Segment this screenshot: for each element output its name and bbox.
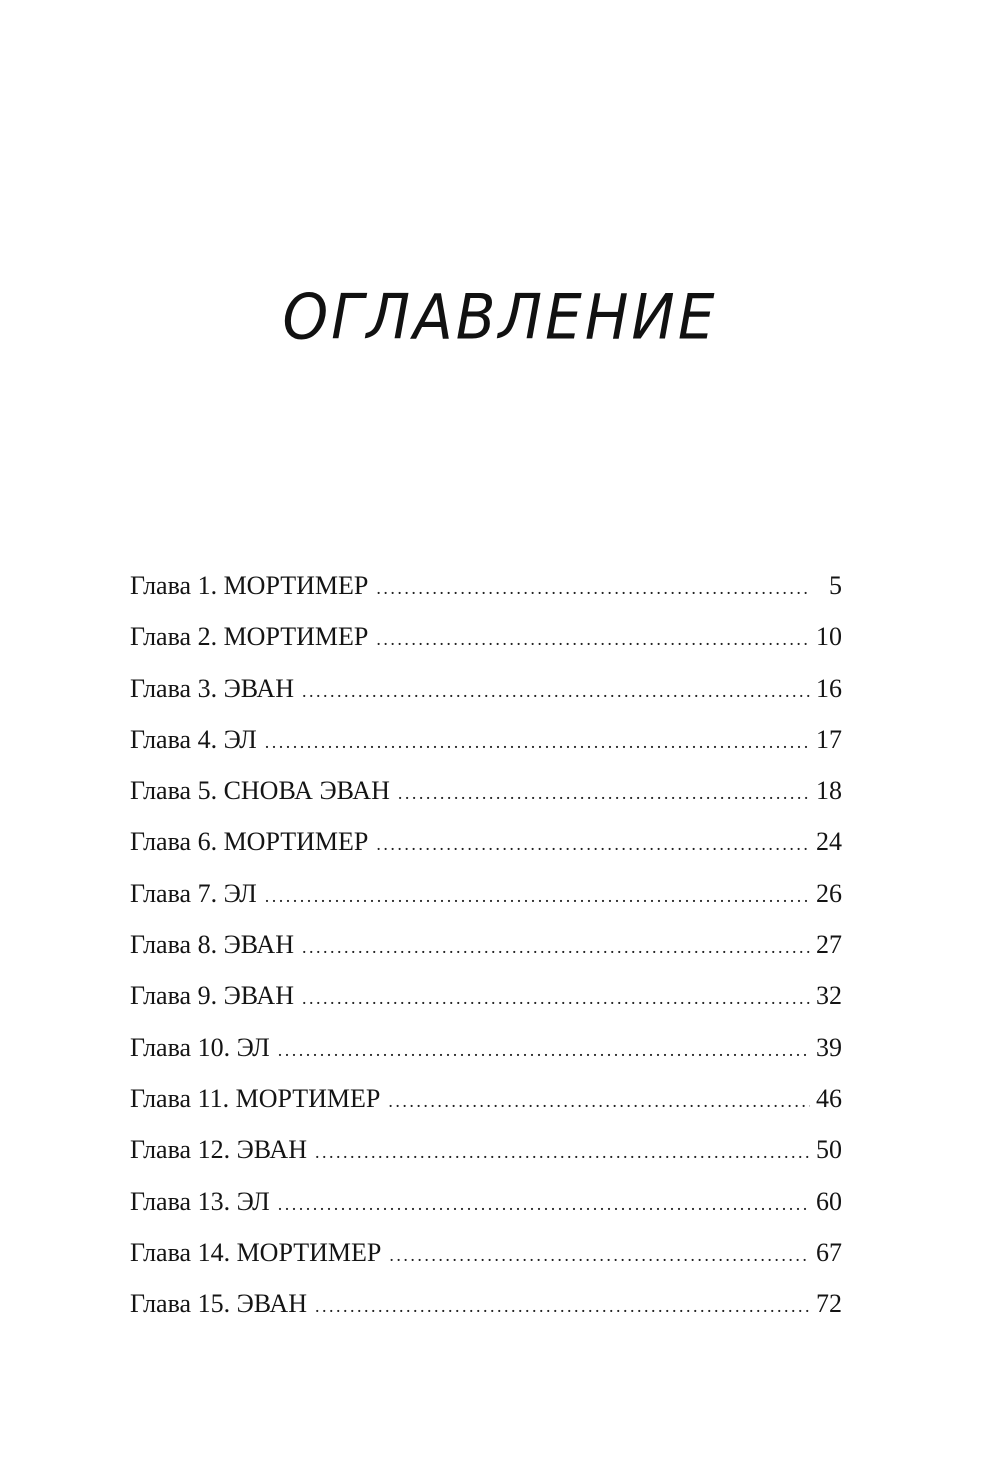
dot-leader [315,1281,810,1332]
chapter-title: Глава 5. СНОВА ЭВАН [130,776,390,806]
dot-leader [376,563,810,614]
chapter-title: Глава 15. ЭВАН [130,1289,307,1319]
page-number: 26 [816,878,842,908]
dot-leader [265,871,810,922]
chapter-title: Глава 12. ЭВАН [130,1135,307,1165]
chapter-title: Глава 4. ЭЛ [130,724,257,754]
page-number: 18 [816,776,842,806]
chapter-title: Глава 9. ЭВАН [130,981,294,1011]
chapter-title: Глава 1. МОРТИМЕР [130,571,369,600]
toc-entry[interactable] [130,1073,842,1124]
toc-entry[interactable] [130,868,842,919]
dot-leader [278,1025,810,1076]
page-number: 32 [816,981,842,1011]
chapter-title: Глава 13. ЭЛ [130,1186,270,1216]
page-number: 72 [816,1289,842,1319]
chapter-title: Глава 8. ЭВАН [130,930,294,960]
toc-entry[interactable] [130,1278,842,1329]
toc-entry[interactable] [130,1227,842,1278]
dot-leader [302,922,810,973]
dot-leader [315,1127,810,1178]
toc-entry[interactable] [130,765,842,816]
dot-leader [302,666,810,717]
page-number: 24 [816,827,842,857]
chapter-title: Глава 14. МОРТИМЕР [130,1237,382,1267]
chapter-title: Глава 3. ЭВАН [130,673,294,703]
page-number: 46 [816,1083,842,1113]
table-of-contents [130,560,842,1329]
page-number: 10 [816,622,842,652]
page-number: 5 [829,571,842,600]
page-number: 17 [816,724,842,754]
dot-leader [278,1179,810,1230]
page-number: 27 [816,930,842,960]
toc-entry[interactable] [130,1124,842,1175]
page-number: 60 [816,1186,842,1216]
page-number: 67 [816,1237,842,1267]
toc-entry[interactable] [130,919,842,970]
dot-leader [265,717,810,768]
dot-leader [376,819,810,870]
dot-leader [302,973,810,1024]
toc-entry[interactable] [130,560,842,611]
dot-leader [388,1076,810,1127]
page-number: 50 [816,1135,842,1165]
toc-entry[interactable] [130,970,842,1021]
page-number: 39 [816,1032,842,1062]
toc-entry[interactable] [130,816,842,867]
page-number: 16 [816,673,842,703]
chapter-title: Глава 7. ЭЛ [130,878,257,908]
toc-entry[interactable] [130,1022,842,1073]
page-title: ОГЛАВЛЕНИЕ [282,280,718,354]
dot-leader [389,1230,810,1281]
dot-leader [376,614,810,665]
dot-leader [398,768,810,819]
chapter-title: Глава 2. МОРТИМЕР [130,622,369,652]
toc-entry[interactable] [130,611,842,662]
chapter-title: Глава 10. ЭЛ [130,1032,270,1062]
toc-entry[interactable] [130,714,842,765]
chapter-title: Глава 11. МОРТИМЕР [130,1083,381,1113]
chapter-title: Глава 6. МОРТИМЕР [130,827,369,857]
toc-entry[interactable] [130,663,842,714]
toc-entry[interactable] [130,1176,842,1227]
